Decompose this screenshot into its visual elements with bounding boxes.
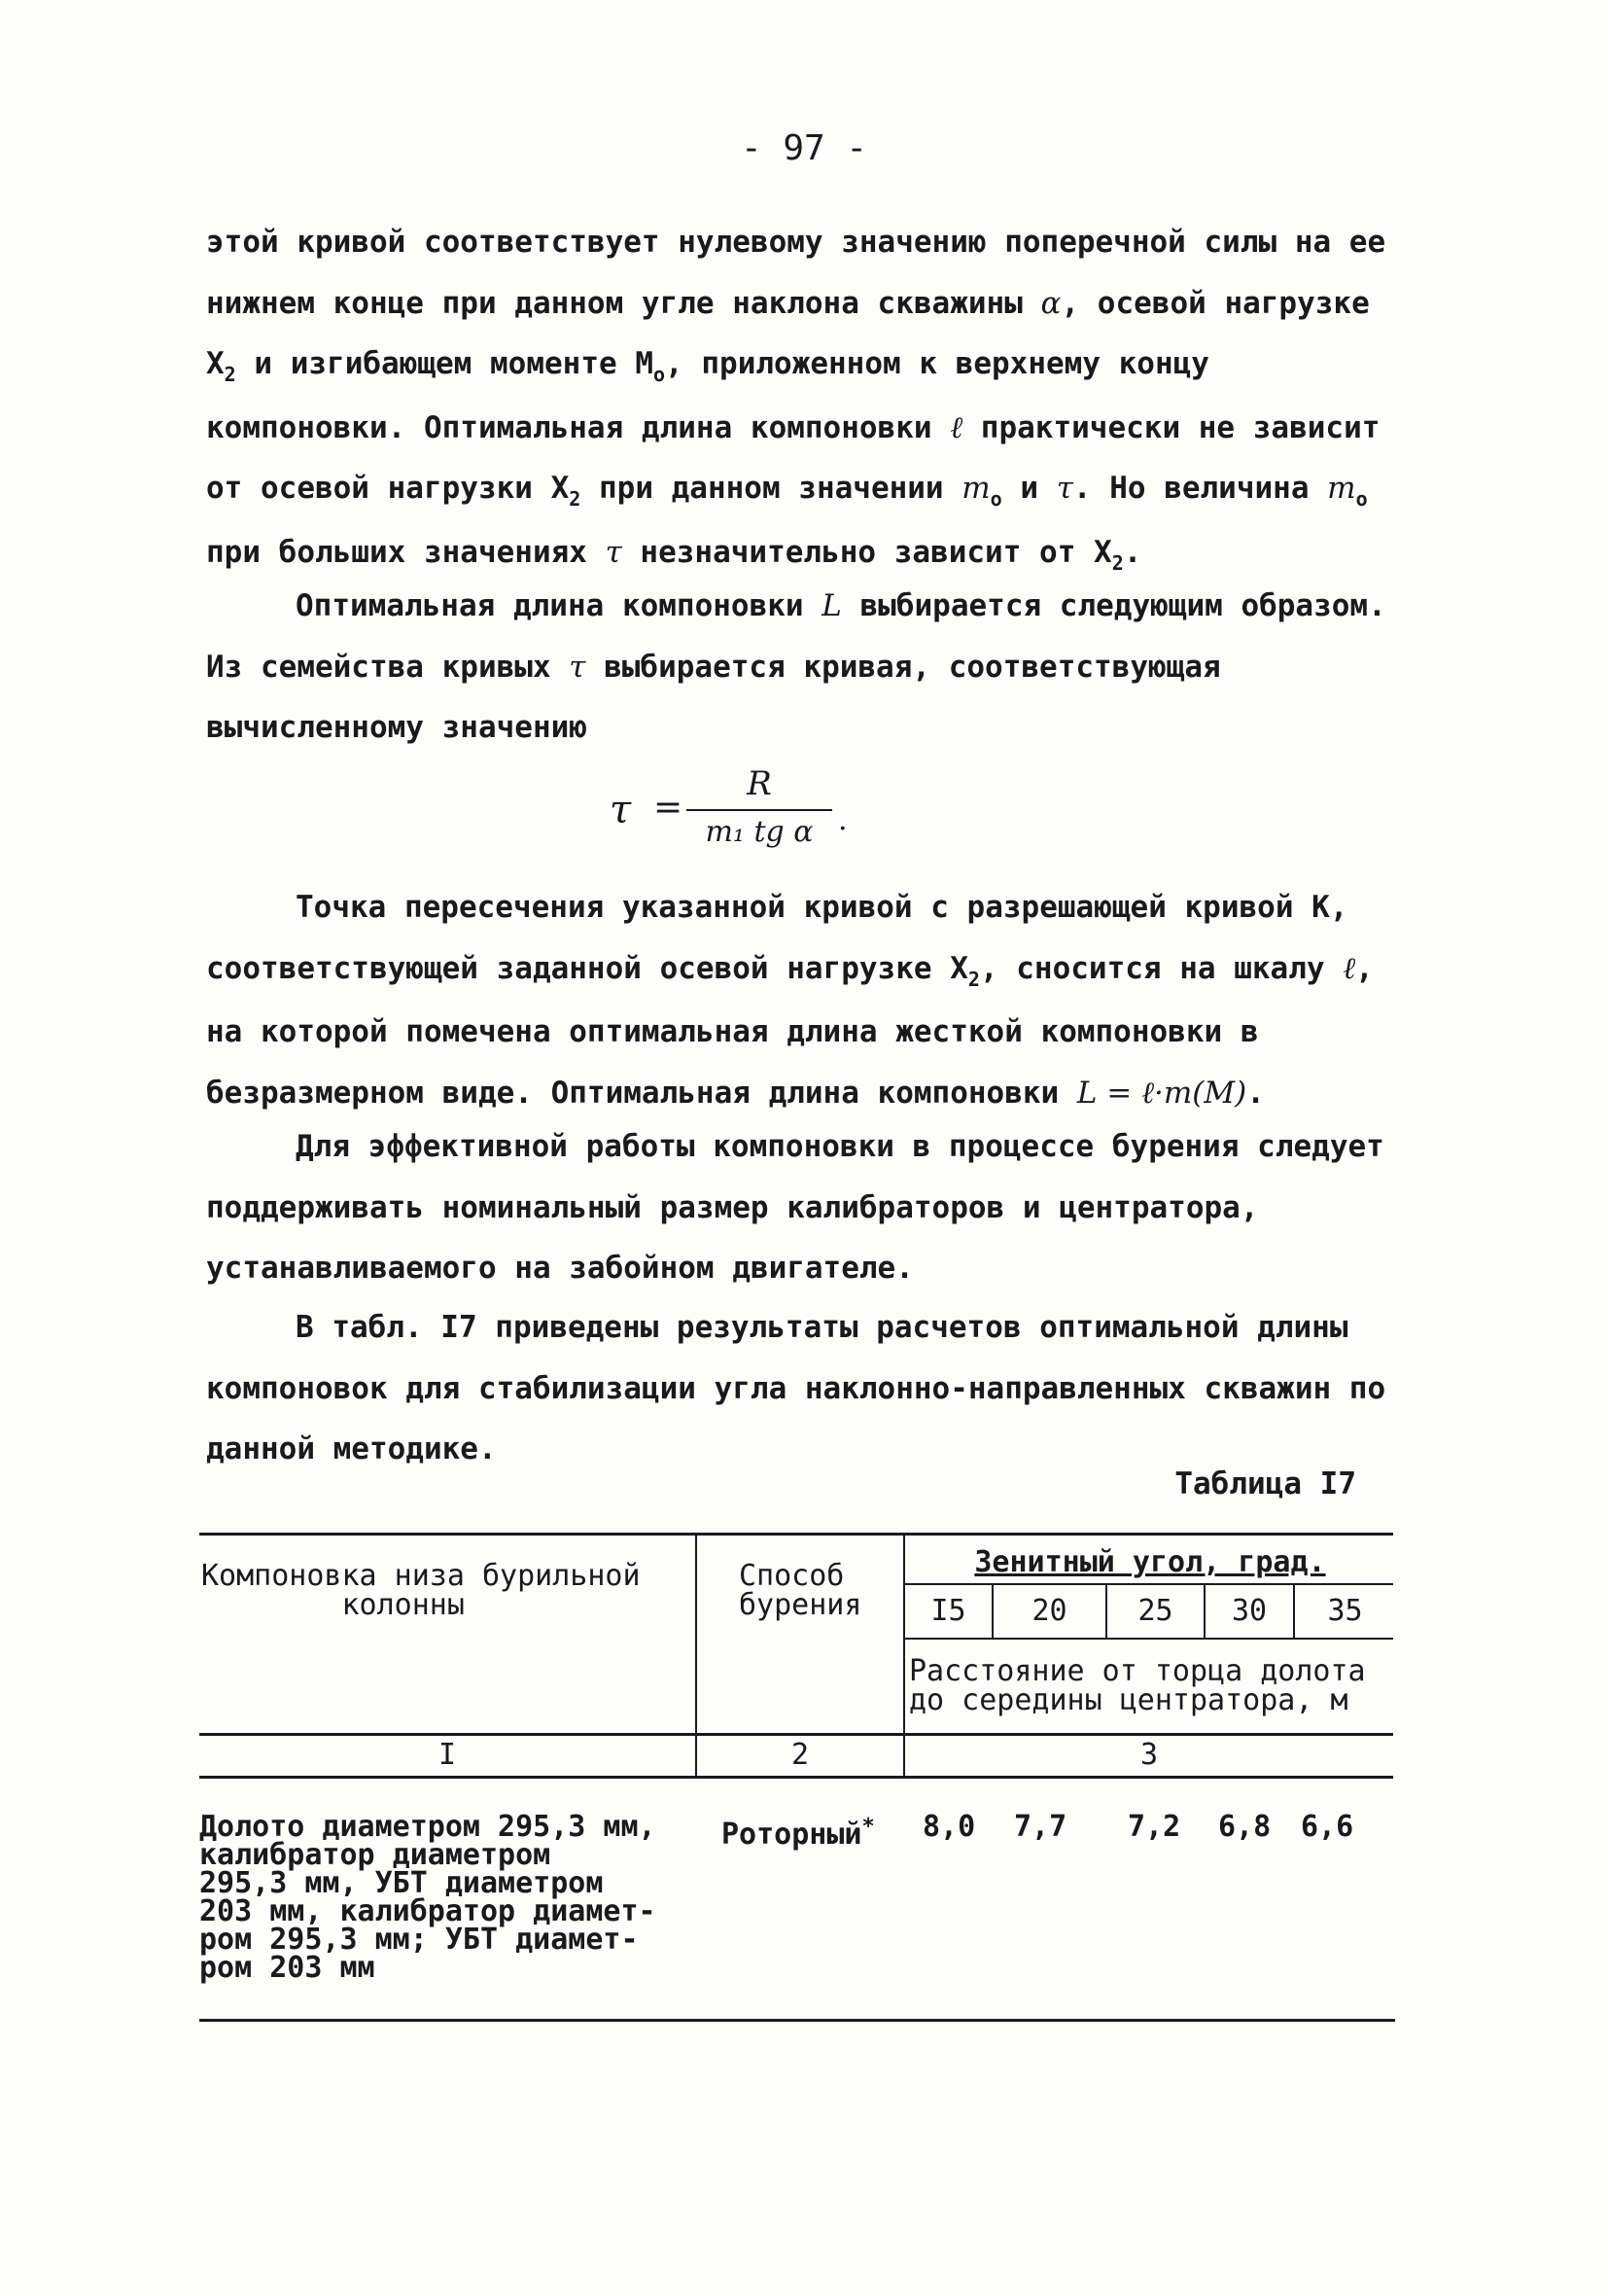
column-number: 2 — [790, 1738, 810, 1772]
table-row-value: 7,2 — [1128, 1810, 1181, 1844]
header-angle: 25 — [1137, 1594, 1173, 1628]
paragraph-3: Точка пересечения указанной кривой с разрешающей кривой K, соответствующей заданной осевой нагрузке $X_2$, сносится на шкалу ℓ, на которой помечена оптимальная длина жесткой компоновки в безразмерном виде. Оптимальная длина компоновки L = ℓ·m(M). — [206, 890, 1374, 1111]
header-method: Способ бурения — [739, 1559, 862, 1622]
paragraph-4: Для эффективной работы компоновки в процессе бурения следует поддерживать номинальный размер калибраторов и центратора, устанавливаемого на забойном двигателе. — [206, 1129, 1384, 1286]
header-zenith: Зенитный угол, град. — [974, 1545, 1326, 1579]
table-row-method: Роторный* — [721, 1815, 875, 1852]
table-row-value: 8,0 — [923, 1810, 976, 1844]
column-number: I — [437, 1738, 457, 1772]
header-angle: I5 — [930, 1594, 966, 1628]
results-table — [199, 1533, 1395, 2029]
table-row-value: 6,6 — [1301, 1810, 1354, 1844]
formula-fraction: R m₁ tg α — [686, 764, 832, 849]
tau-formula: τ = R m₁ tg α . — [610, 764, 848, 849]
header-rule — [199, 1733, 1393, 1736]
paragraph-5: В табл. I7 приведены результаты расчетов оптимальной длины компоновок для стабилизации угла наклонно-направленных скважин по данной методике. — [206, 1310, 1386, 1466]
alpha-symbol: α — [1040, 285, 1062, 321]
zenith-rule — [905, 1583, 1393, 1585]
table-top-rule — [199, 1533, 1393, 1536]
table-row-value: 7,7 — [1014, 1810, 1067, 1844]
table-row-assembly: Долото диаметром 295,3 мм, калибратор диаметром 295,3 мм, УБТ диаметром 203 мм, калибратор диамет- ром 295,3 мм; УБТ диамет- ром 203 мм — [199, 1810, 656, 1985]
col-divider-2 — [903, 1533, 905, 1776]
paragraph-2: Оптимальная длина компоновки L выбирается следующим образом. Из семейства кривых τ выбирается кривая, соответствующая вычисленному значению — [206, 588, 1386, 745]
header-angle: 30 — [1231, 1594, 1268, 1628]
header-angle: 20 — [1031, 1594, 1067, 1628]
paragraph-1: этой кривой соответствует нулевому значению поперечной силы на ее нижнем конце при данном угле наклона скважины α, осевой нагрузке $X_2$ и изгибающем моменте $M_o$, приложенном к верхнему концу компоновки. Оптимальная длина компоновки ℓ практически не зависит от осевой нагрузки $X_2$ при данном значении $m_o$ и τ. Но величина $m_o$ при больших значениях τ незначительно зависит от $X_2$. — [206, 225, 1386, 575]
header-assembly: Компоновка низа бурильной колонны — [201, 1559, 641, 1622]
numbers-rule — [199, 1776, 1393, 1779]
header-angle: 35 — [1327, 1594, 1363, 1628]
table-bottom-rule — [199, 2019, 1395, 2022]
length-formula: L = ℓ·m(M) — [1076, 1075, 1247, 1111]
table-row-value: 6,8 — [1218, 1810, 1272, 1844]
header-distance: Расстояние от торца долота до середины центратора, м — [909, 1654, 1366, 1717]
angles-rule — [905, 1638, 1393, 1640]
column-number: 3 — [1139, 1738, 1159, 1772]
table-caption: Таблица I7 — [1174, 1466, 1356, 1501]
col-divider-1 — [695, 1533, 697, 1776]
page-number: - 97 - — [740, 128, 868, 168]
